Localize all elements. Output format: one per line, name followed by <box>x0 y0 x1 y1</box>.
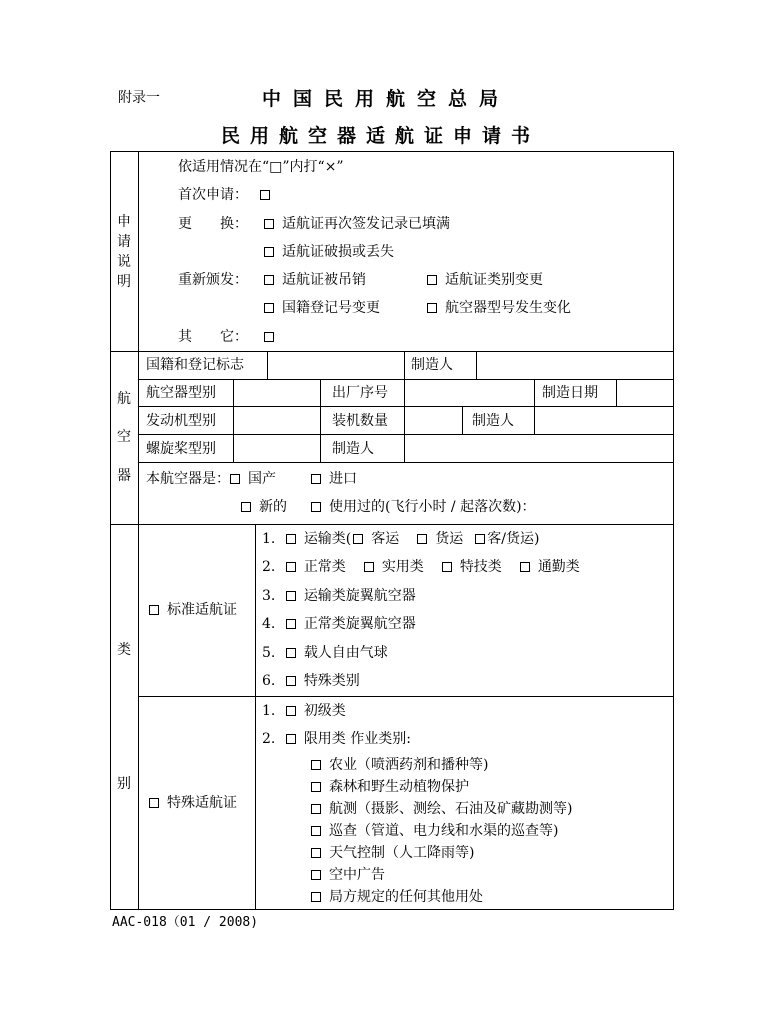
reissue-opt2-checkbox[interactable] <box>427 275 437 285</box>
primary-checkbox[interactable] <box>286 706 296 716</box>
sp-sub-5 <box>311 845 474 861</box>
reissue-opt3 <box>264 300 380 316</box>
authority-title: 中国民用航空总局 <box>262 88 511 110</box>
std-item-1-label: 运输类( <box>303 531 352 547</box>
reissue-opt2 <box>427 272 543 288</box>
aircraft-label-1: 航 <box>117 391 131 407</box>
utility-checkbox[interactable] <box>364 562 374 572</box>
used-label: 使用过的(飞行小时 / 起落次数)： <box>329 499 536 515</box>
sp-sub-6-checkbox[interactable] <box>311 870 321 880</box>
std-item-2-num: 2. <box>262 559 276 575</box>
nationality-field[interactable] <box>268 352 403 379</box>
std-item-5-num: 5. <box>262 645 276 661</box>
sp-sub-1-checkbox[interactable] <box>311 760 321 770</box>
sp-sub-1-label: 农业（喷洒药剂和播种等) <box>329 757 489 773</box>
replace-opt2-checkbox[interactable] <box>264 247 274 257</box>
sp-sub-7-checkbox[interactable] <box>311 892 321 902</box>
engine-field[interactable] <box>234 407 319 434</box>
normal-label: 正常类 <box>303 559 346 575</box>
imported-label: 进口 <box>329 471 357 487</box>
reissue-opt3-checkbox[interactable] <box>264 303 274 313</box>
serial-field[interactable] <box>405 380 533 406</box>
std-item-6 <box>262 673 360 689</box>
engine-manufacturer-label: 制造人 <box>472 413 514 429</box>
other-checkbox-wrap <box>264 329 282 345</box>
propeller-manufacturer-label: 制造人 <box>332 441 374 457</box>
restricted-label: 限用类 作业类别: <box>303 731 411 747</box>
install-count-field[interactable] <box>405 407 461 434</box>
std-item-6-checkbox[interactable] <box>286 676 296 686</box>
cargo-label: 货运 <box>435 531 464 547</box>
sp-sub-7-label: 局方规定的任何其他用处 <box>329 889 483 905</box>
reissue-opt2-label: 适航证类别变更 <box>445 272 543 288</box>
date-label: 制造日期 <box>542 385 598 401</box>
sp-sub-2-label: 森林和野生动植物保护 <box>329 779 469 795</box>
other-label: 其 它： <box>178 329 248 345</box>
sp-sub-2 <box>311 779 469 795</box>
propeller-field[interactable] <box>234 435 319 462</box>
new-checkbox[interactable] <box>241 502 251 512</box>
sp-sub-4 <box>311 823 558 839</box>
reissue-opt4-checkbox[interactable] <box>427 303 437 313</box>
standard-certificate-label: 标准适航证 <box>167 602 237 618</box>
std-item-5 <box>262 645 388 661</box>
sp-sub-3-label: 航测（摄影、测绘、石油及矿藏勘测等) <box>329 801 573 817</box>
replace-row <box>178 216 248 232</box>
model-label: 航空器型别 <box>146 385 216 401</box>
reissue-opt3-label: 国籍登记号变更 <box>282 300 380 316</box>
acrobatic-label: 特技类 <box>459 559 502 575</box>
commuter-label: 通勤类 <box>537 559 580 575</box>
replace-opt2-label: 适航证破损或丢失 <box>282 244 394 260</box>
sp-sub-1 <box>311 757 488 773</box>
sp-sub-5-checkbox[interactable] <box>311 848 321 858</box>
new-option <box>241 499 287 515</box>
std-item-2 <box>262 559 580 575</box>
acrobatic-checkbox[interactable] <box>442 562 452 572</box>
passenger-cargo-label: 客/货运) <box>487 531 540 547</box>
domestic-checkbox[interactable] <box>230 474 240 484</box>
primary-label: 初级类 <box>303 703 346 719</box>
std-item-1-checkbox[interactable] <box>286 534 296 544</box>
replace-opt2 <box>264 244 394 260</box>
std-item-6-label: 特殊类别 <box>303 673 360 689</box>
cargo-checkbox[interactable] <box>417 534 427 544</box>
nationality-label: 国籍和登记标志 <box>146 357 244 373</box>
model-field[interactable] <box>234 380 319 406</box>
restricted-checkbox[interactable] <box>286 734 296 744</box>
std-item-1 <box>262 531 539 547</box>
sp-sub-4-label: 巡查（管道、电力线和水渠的巡查等) <box>329 823 559 839</box>
manufacturer-label: 制造人 <box>411 357 453 373</box>
std-item-5-label: 载人自由气球 <box>303 645 388 661</box>
category-label-2: 别 <box>117 776 131 792</box>
std-item-4-checkbox[interactable] <box>286 619 296 629</box>
sp-sub-6 <box>311 867 385 883</box>
sp-sub-7 <box>311 889 483 905</box>
replace-opt1-label: 适航证再次签发记录已填满 <box>282 216 450 232</box>
sp-sub-3-checkbox[interactable] <box>311 804 321 814</box>
reissue-opt1 <box>264 272 366 288</box>
sp-item-1-num: 1. <box>262 703 276 719</box>
sp-sub-2-checkbox[interactable] <box>311 782 321 792</box>
aircraft-label-3: 器 <box>117 468 131 484</box>
replace-opt1-checkbox[interactable] <box>264 219 274 229</box>
utility-label: 实用类 <box>381 559 424 575</box>
replace-label: 更 换： <box>178 216 248 232</box>
commuter-checkbox[interactable] <box>520 562 530 572</box>
std-item-1-num: 1. <box>262 531 276 547</box>
std-item-4-num: 4. <box>262 616 276 632</box>
other-checkbox[interactable] <box>264 332 274 342</box>
std-item-3-checkbox[interactable] <box>286 591 296 601</box>
special-certificate-option <box>149 795 237 811</box>
sp-sub-3 <box>311 801 572 817</box>
std-item-5-checkbox[interactable] <box>286 648 296 658</box>
first-application-label: 首次申请： <box>178 187 248 203</box>
reissue-opt1-label: 适航证被吊销 <box>282 272 366 288</box>
reissue-opt4 <box>427 300 571 316</box>
origin-row <box>146 471 276 487</box>
appendix-label: 附录一 <box>118 90 160 106</box>
manufacturer-field[interactable] <box>477 352 672 379</box>
sp-sub-6-label: 空中广告 <box>329 867 385 883</box>
engine-manufacturer-field[interactable] <box>535 407 672 434</box>
propeller-label: 螺旋桨型别 <box>146 441 216 457</box>
first-application-checkbox[interactable] <box>260 190 270 200</box>
aircraft-label-2: 空 <box>117 429 131 445</box>
standard-certificate-option <box>149 602 237 618</box>
std-item-3-label: 运输类旋翼航空器 <box>303 588 416 604</box>
application-section-label: 申请说明 <box>117 214 131 290</box>
passenger-cargo-checkbox[interactable] <box>475 534 485 544</box>
special-certificate-label: 特殊适航证 <box>167 795 237 811</box>
replace-opt1 <box>264 216 450 232</box>
imported-option <box>311 471 357 487</box>
sp-item-2-num: 2. <box>262 731 276 747</box>
reissue-label: 重新颁发： <box>178 272 248 288</box>
std-item-4 <box>262 616 416 632</box>
std-item-4-label: 正常类旋翼航空器 <box>303 616 416 632</box>
reissue-opt1-checkbox[interactable] <box>264 275 274 285</box>
std-item-6-num: 6. <box>262 673 276 689</box>
sp-item-1 <box>262 703 346 719</box>
standard-certificate-checkbox[interactable] <box>149 605 159 615</box>
std-item-3 <box>262 588 416 604</box>
instruction-text: 依适用情况在“□”内打“×” <box>178 159 344 175</box>
form-title: 民用航空器适航证申请书 <box>221 125 541 147</box>
install-count-label: 装机数量 <box>332 413 388 429</box>
normal-checkbox[interactable] <box>286 562 296 572</box>
serial-label: 出厂序号 <box>332 385 388 401</box>
domestic-label: 国产 <box>248 471 276 487</box>
date-field[interactable] <box>617 380 672 406</box>
std-item-3-num: 3. <box>262 588 276 604</box>
new-label: 新的 <box>259 499 287 515</box>
sp-item-2 <box>262 731 411 747</box>
origin-prefix: 本航空器是： <box>146 471 230 487</box>
special-certificate-checkbox[interactable] <box>149 798 159 808</box>
imported-checkbox[interactable] <box>311 474 321 484</box>
used-checkbox[interactable] <box>311 502 321 512</box>
category-label-1: 类 <box>117 642 131 658</box>
propeller-manufacturer-field[interactable] <box>405 435 672 462</box>
passenger-label: 客运 <box>371 531 400 547</box>
reissue-opt4-label: 航空器型号发生变化 <box>445 300 571 316</box>
sp-sub-4-checkbox[interactable] <box>311 826 321 836</box>
first-application-row <box>178 187 278 203</box>
engine-label: 发动机型别 <box>146 413 216 429</box>
passenger-checkbox[interactable] <box>353 534 363 544</box>
sp-sub-5-label: 天气控制（人工降雨等) <box>329 845 475 861</box>
used-option <box>311 499 536 515</box>
form-code: AAC-018（01 / 2008) <box>112 915 259 930</box>
